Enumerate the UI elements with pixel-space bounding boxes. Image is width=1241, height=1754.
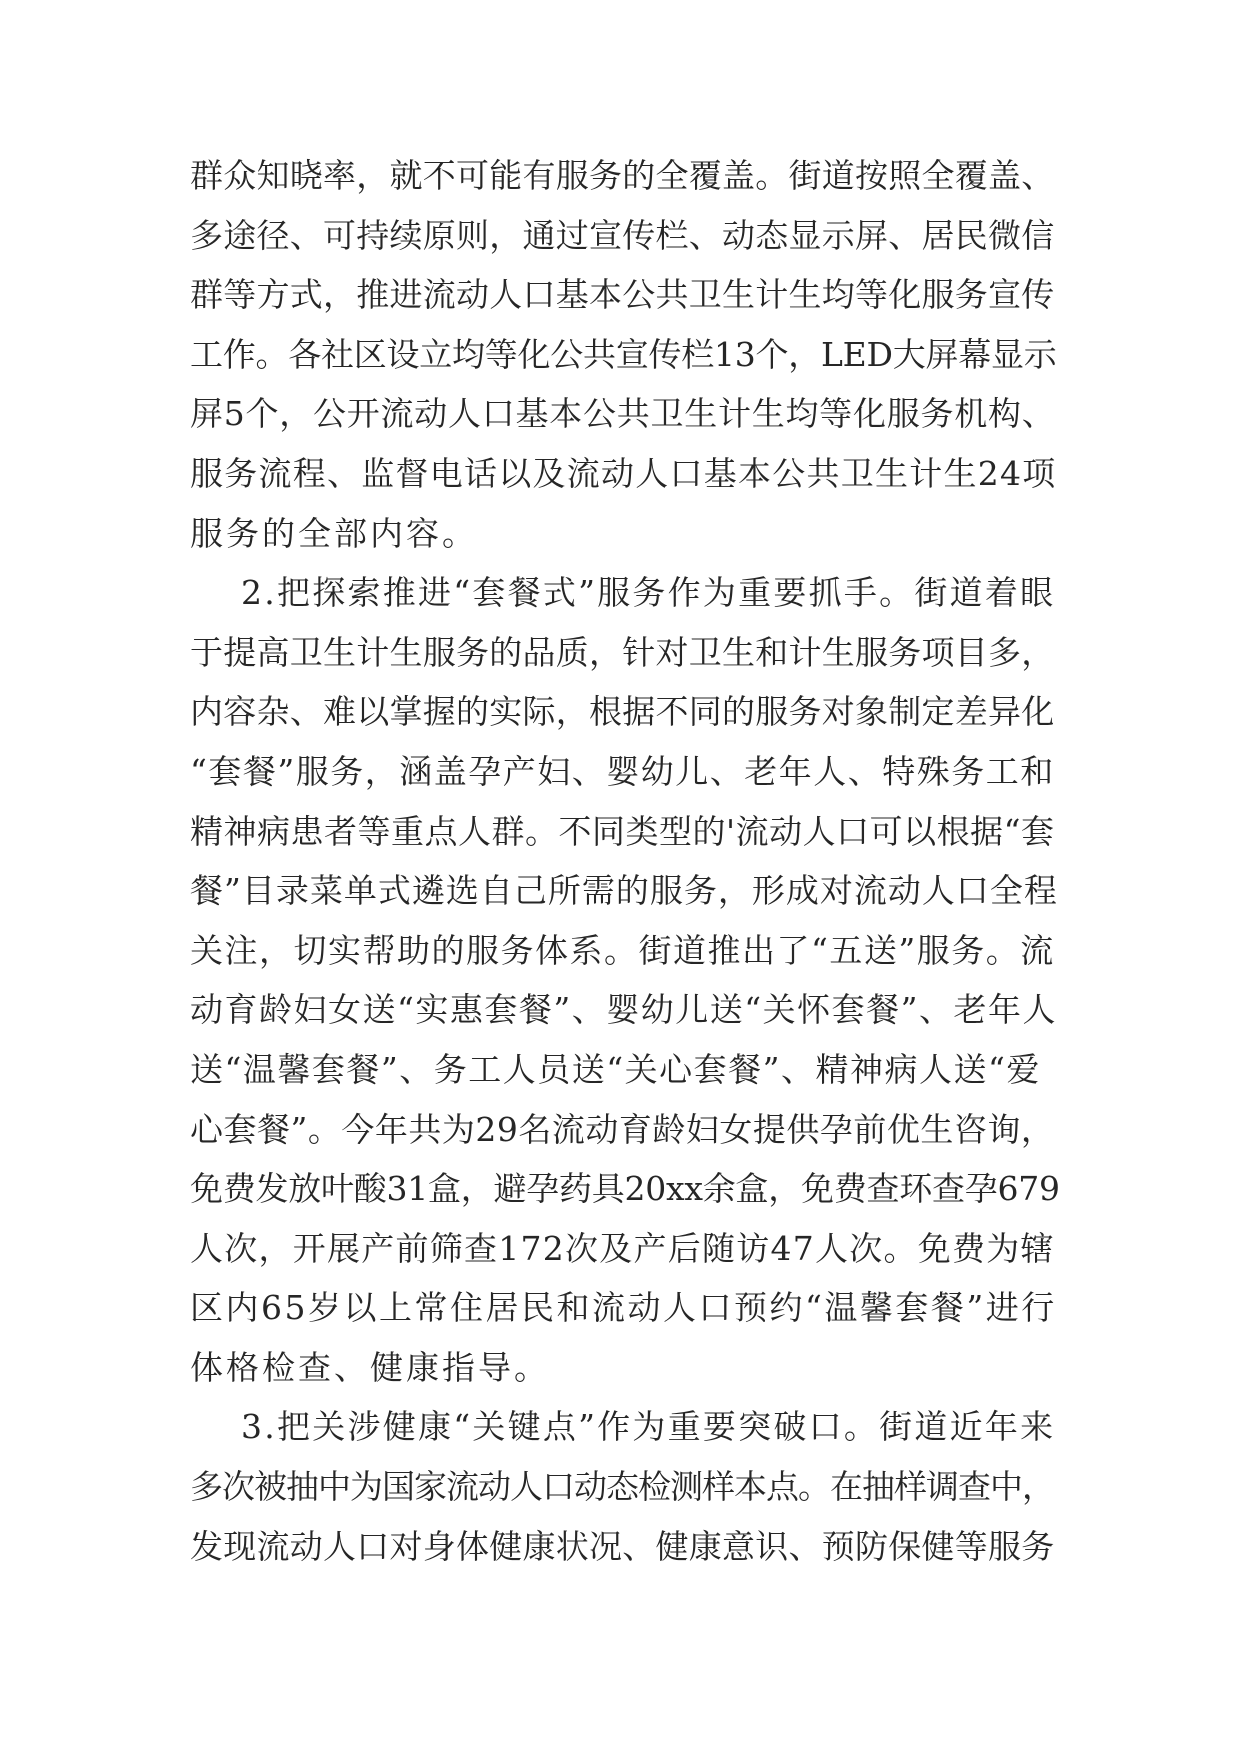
- text-line: “套餐”服务，涵盖孕产妇、婴幼儿、老年人、特殊务工和: [190, 751, 1055, 791]
- text-line: 群等方式，推进流动人口基本公共卫生计生均等化服务宣传: [190, 275, 1055, 315]
- text-line: 人次，开展产前筛查172次及产后随访47人次。免费为辖: [190, 1228, 1055, 1268]
- text-line: 关注，切实帮助的服务体系。街道推出了“五送”服务。流: [190, 930, 1055, 970]
- paragraph-package-service: [190, 563, 1060, 1397]
- paragraph-health-keypoint: [190, 1397, 1060, 1576]
- text-line: 餐”目录菜单式遴选自己所需的服务，形成对流动人口全程: [190, 871, 1058, 911]
- text-line: 送“温馨套餐”、务工人员送“关心套餐”、精神病人送“爱: [190, 1049, 1041, 1089]
- text-line: 服务流程、监督电话以及流动人口基本公共卫生计生24项: [190, 453, 1057, 493]
- text-line: 群众知晓率，就不可能有服务的全覆盖。街道按照全覆盖、: [190, 156, 1055, 195]
- text-line: 3.把关涉健康“关键点”作为重要突破口。街道近年来: [190, 1407, 1056, 1447]
- text-line: 于提高卫生计生服务的品质，针对卫生和计生服务项目多，: [190, 632, 1055, 672]
- text-line: 发现流动人口对身体健康状况、健康意识、预防保健等服务: [190, 1526, 1055, 1566]
- text-line: 服务的全部内容。: [190, 513, 478, 553]
- text-line: 免费发放叶酸31盒，避孕药具20xx余盒，免费查环查孕679: [190, 1169, 1060, 1209]
- paragraph-publicity: [190, 146, 1060, 563]
- text-line: 精神病患者等重点人群。不同类型的'流动人口可以根据“套: [190, 811, 1055, 851]
- text-line: 体格检查、健康指导。: [190, 1347, 550, 1387]
- text-line: 动育龄妇女送“实惠套餐”、婴幼儿送“关怀套餐”、老年人: [190, 990, 1057, 1030]
- text-line: 多途径、可持续原则，通过宣传栏、动态显示屏、居民微信: [190, 215, 1055, 255]
- text-line: 心套餐”。今年共为29名流动育龄妇女提供孕前优生咨询，: [190, 1109, 1055, 1149]
- text-line: 内容杂、难以掌握的实际，根据不同的服务对象制定差异化: [190, 692, 1055, 732]
- text-line: 多次被抽中为国家流动人口动态检测样本点。在抽样调查中，: [190, 1467, 1054, 1507]
- text-line: 区内65岁以上常住居民和流动人口预约“温馨套餐”进行: [190, 1288, 1057, 1328]
- text-line: 屏5个，公开流动人口基本公共卫生计生均等化服务机构、: [190, 394, 1056, 434]
- text-line: 工作。各社区设立均等化公共宣传栏13个，LED大屏幕显示: [190, 334, 1057, 374]
- text-line: 2.把探索推进“套餐式”服务作为重要抓手。街道着眼: [190, 573, 1056, 613]
- document-body: [190, 146, 1060, 1576]
